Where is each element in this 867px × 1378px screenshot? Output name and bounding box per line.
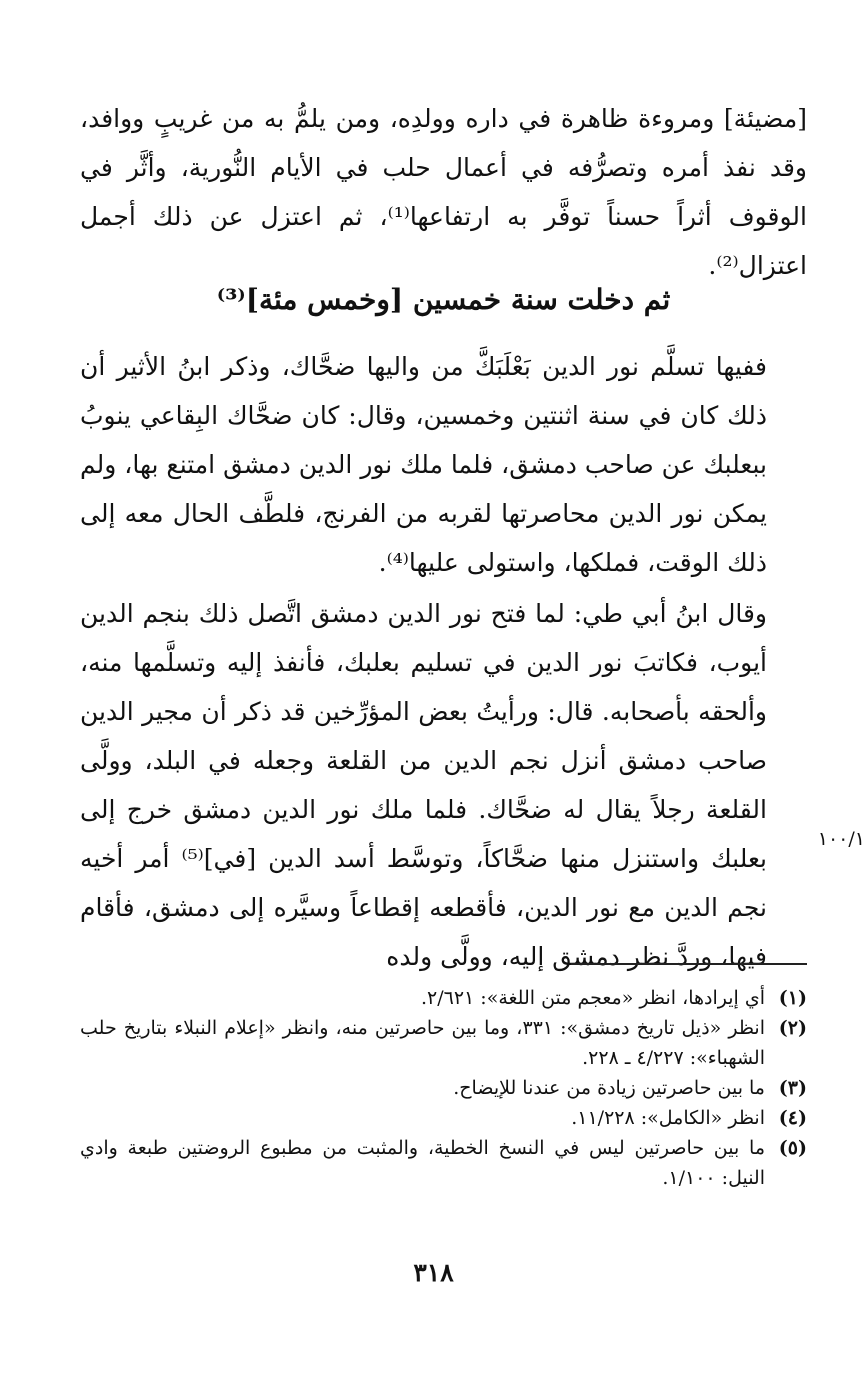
- footnote-item: [80, 983, 807, 1013]
- paragraph-one-block: [80, 342, 807, 587]
- section-heading: ثم دخلت سنة خمسين [وخمس مئة]⁽³⁾: [216, 283, 671, 316]
- footnote-text: انظر «الكامل»: ١١/٢٢٨.: [571, 1107, 765, 1129]
- footnote-number: (١): [778, 987, 807, 1009]
- footnote-number: (٣): [778, 1077, 807, 1099]
- footnote-item: [80, 1133, 807, 1193]
- page-number: ٣١٨: [413, 1258, 454, 1287]
- footnote-number: (٥): [778, 1137, 807, 1159]
- footnote-item: [80, 1013, 807, 1073]
- footnote-text: أي إيرادها، انظر «معجم متن اللغة»: ٢/٦٢١.: [420, 987, 765, 1009]
- margin-reference: ١٠٠/١: [817, 828, 865, 850]
- footnote-item: [80, 1103, 807, 1133]
- footnote-text: ما بين حاصرتين زيادة من عندنا للإيضاح.: [453, 1077, 765, 1099]
- intro-paragraph: [مضيئة] ومروءة ظاهرة في داره وولدِه، ومن يلمُّ به من غريبٍ ووافد، وقد نفذ أمره وتصرُّفه في أعمال حلب في الأيام النُّورية، وأثَّر في الوقوف أثراً حسناً توفَّر به ارتفاعها⁽¹⁾، ثم اعتزل عن ذلك أجمل اعتزال⁽²⁾.: [80, 104, 807, 280]
- footnote-text: انظر «ذيل تاريخ دمشق»: ٣٣١، وما بين حاصرتين منه، وانظر «إعلام النبلاء بتاريخ حلب الشهباء»: ٤/٢٢٧ ـ ٢٢٨.: [80, 1017, 765, 1069]
- footnotes-list: [80, 983, 807, 1193]
- paragraph-one: ففيها تسلَّم نور الدين بَعْلَبَكَّ من واليها ضحَّاك، وذكر ابنُ الأثير أن ذلك كان في سنة اثنتين وخمسين، وقال: كان ضحَّاك البِقاعي ينوبُ ببعلبك عن صاحب دمشق، فلما ملك نور الدين دمشق امتنع بها، ولم يمكن نور الدين محاصرتها لقربه من الفرنج، فلطَّف الحال معه إلى ذلك الوقت، فملكها، واستولى عليها⁽⁴⁾.: [80, 352, 767, 577]
- footnote-item: [80, 1073, 807, 1103]
- paragraph-two-block: [80, 589, 807, 981]
- footnote-number: (٢): [778, 1017, 807, 1039]
- paragraph-two: وقال ابنُ أبي طي: لما فتح نور الدين دمشق اتَّصل ذلك بنجم الدين أيوب، فكاتبَ نور الدين في تسليم بعلبك، فأنفذ إليه وتسلَّمها منه، وألحقه بأصحابه. قال: ورأيتُ بعض المؤرِّخين قد ذكر أن مجير الدين صاحب دمشق أنزل نجم الدين من القلعة وجعله في البلد، وولَّى القلعة رجلاً يقال له ضحَّاك. فلما ملك نور الدين دمشق خرج إلى بعلبك واستنزل منها ضحَّاكاً، وتوسَّط أسد الدين [في]⁽⁵⁾ أمر أخيه نجم الدين مع نور الدين، فأقطعه إقطاعاً وسيَّره إلى دمشق، فأقام فيها، وردَّ نظر دمشق إليه، وولَّى ولده: [80, 599, 767, 971]
- footnote-number: (٤): [778, 1107, 807, 1129]
- footnote-text: ما بين حاصرتين ليس في النسخ الخطية، والمثبت من مطبوع الروضتين طبعة وادي النيل: ١/١٠٠.: [80, 1137, 765, 1189]
- intro-paragraph-block: [80, 94, 807, 290]
- footnote-divider: [571, 963, 807, 965]
